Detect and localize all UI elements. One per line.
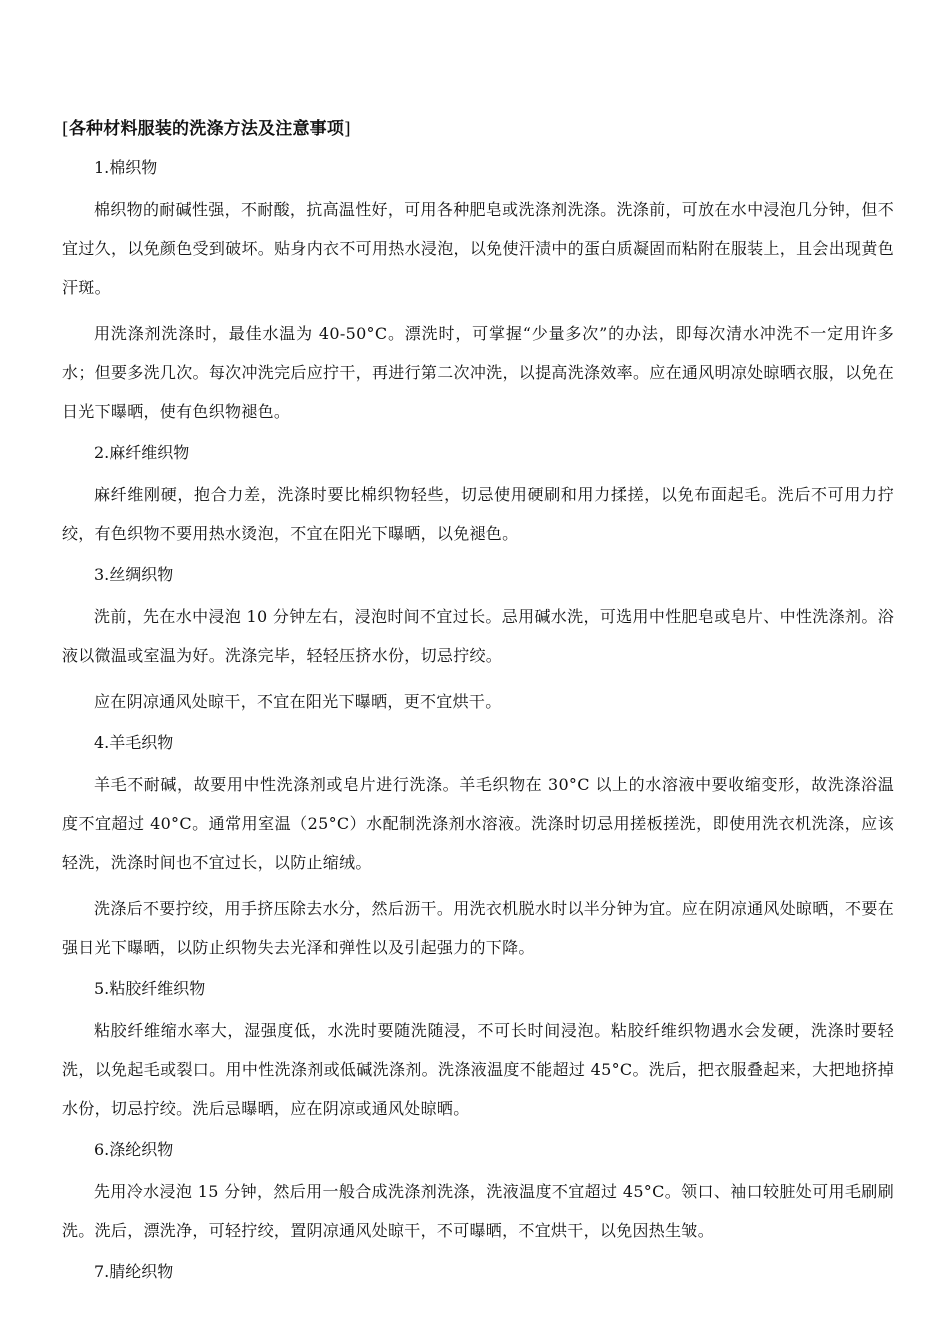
document-body xyxy=(62,114,894,1294)
section-heading: 4.羊毛织物 xyxy=(94,733,174,752)
section-heading: 5.粘胶纤维织物 xyxy=(94,979,206,998)
section-paragraph: 用洗涤剂洗涤时，最佳水温为 40-50°C。漂洗时，可掌握“少量多次”的办法，即每次清水冲洗不一定用许多水；但要多洗几次。每次冲洗完后应拧干，再进行第二次冲洗，以提高洗涤效率。应在通风明凉处晾晒衣服，以免在日光下曝晒，使有色织物褪色。 xyxy=(62,324,894,421)
section-paragraph: 洗涤后不要拧绞，用手挤压除去水分，然后沥干。用洗衣机脱水时以半分钟为宜。应在阴凉通风处晾晒，不要在强日光下曝晒，以防止织物失去光泽和弹性以及引起强力的下降。 xyxy=(62,899,894,957)
section-paragraph: 应在阴凉通风处晾干，不宜在阳光下曝晒，更不宜烘干。 xyxy=(94,692,502,711)
section-heading: 3.丝绸织物 xyxy=(94,565,174,584)
section-paragraph: 麻纤维刚硬，抱合力差，洗涤时要比棉织物轻些，切忌使用硬刷和用力揉搓，以免布面起毛。洗后不可用力拧绞，有色织物不要用热水烫泡，不宜在阳光下曝晒，以免褪色。 xyxy=(62,485,894,543)
section-cotton xyxy=(62,153,894,431)
section-polyester xyxy=(62,1135,894,1250)
section-paragraph: 羊毛不耐碱，故要用中性洗涤剂或皂片进行洗涤。羊毛织物在 30°C 以上的水溶液中要收缩变形，故洗涤浴温度不宜超过 40°C。通常用室温（25°C）水配制洗涤剂水溶液。洗涤时切忌用搓板搓洗，即使用洗衣机洗涤，应该轻洗，洗涤时间也不宜过长，以防止缩绒。 xyxy=(62,775,894,872)
section-heading: 6.涤纶织物 xyxy=(94,1140,174,1159)
title-close-bracket: ] xyxy=(344,119,351,139)
document-title xyxy=(62,114,894,144)
section-viscose xyxy=(62,974,894,1128)
section-paragraph: 粘胶纤维缩水率大，湿强度低，水洗时要随洗随浸，不可长时间浸泡。粘胶纤维织物遇水会发硬，洗涤时要轻洗，以免起毛或裂口。用中性洗涤剂或低碱洗涤剂。洗涤液温度不能超过 45°C。洗后，把衣服叠起来，大把地挤掉水份，切忌拧绞。洗后忌曝晒，应在阴凉或通风处晾晒。 xyxy=(62,1021,894,1118)
section-paragraph: 棉织物的耐碱性强，不耐酸，抗高温性好，可用各种肥皂或洗涤剂洗涤。洗涤前，可放在水中浸泡几分钟，但不宜过久，以免颜色受到破坏。贴身内衣不可用热水浸泡，以免使汗渍中的蛋白质凝固而粘附在服装上，且会出现黄色汗斑。 xyxy=(62,200,894,297)
section-heading: 7.腈纶织物 xyxy=(94,1262,174,1281)
title-text: 各种材料服装的洗涤方法及注意事项 xyxy=(68,119,345,139)
section-acrylic xyxy=(62,1257,894,1287)
section-paragraph: 洗前，先在水中浸泡 10 分钟左右，浸泡时间不宜过长。忌用碱水洗，可选用中性肥皂或皂片、中性洗涤剂。浴液以微温或室温为好。洗涤完毕，轻轻压挤水份，切忌拧绞。 xyxy=(62,607,894,665)
section-silk xyxy=(62,560,894,721)
section-heading: 1.棉织物 xyxy=(94,158,158,177)
title-open-bracket: [ xyxy=(62,119,69,139)
section-paragraph: 先用冷水浸泡 15 分钟，然后用一般合成洗涤剂洗涤，洗液温度不宜超过 45°C。领口、袖口较脏处可用毛刷刷洗。洗后，漂洗净，可轻拧绞，置阴凉通风处晾干，不可曝晒，不宜烘干，以免因热生皱。 xyxy=(62,1182,894,1240)
section-wool xyxy=(62,728,894,967)
section-linen xyxy=(62,438,894,553)
section-heading: 2.麻纤维织物 xyxy=(94,443,190,462)
